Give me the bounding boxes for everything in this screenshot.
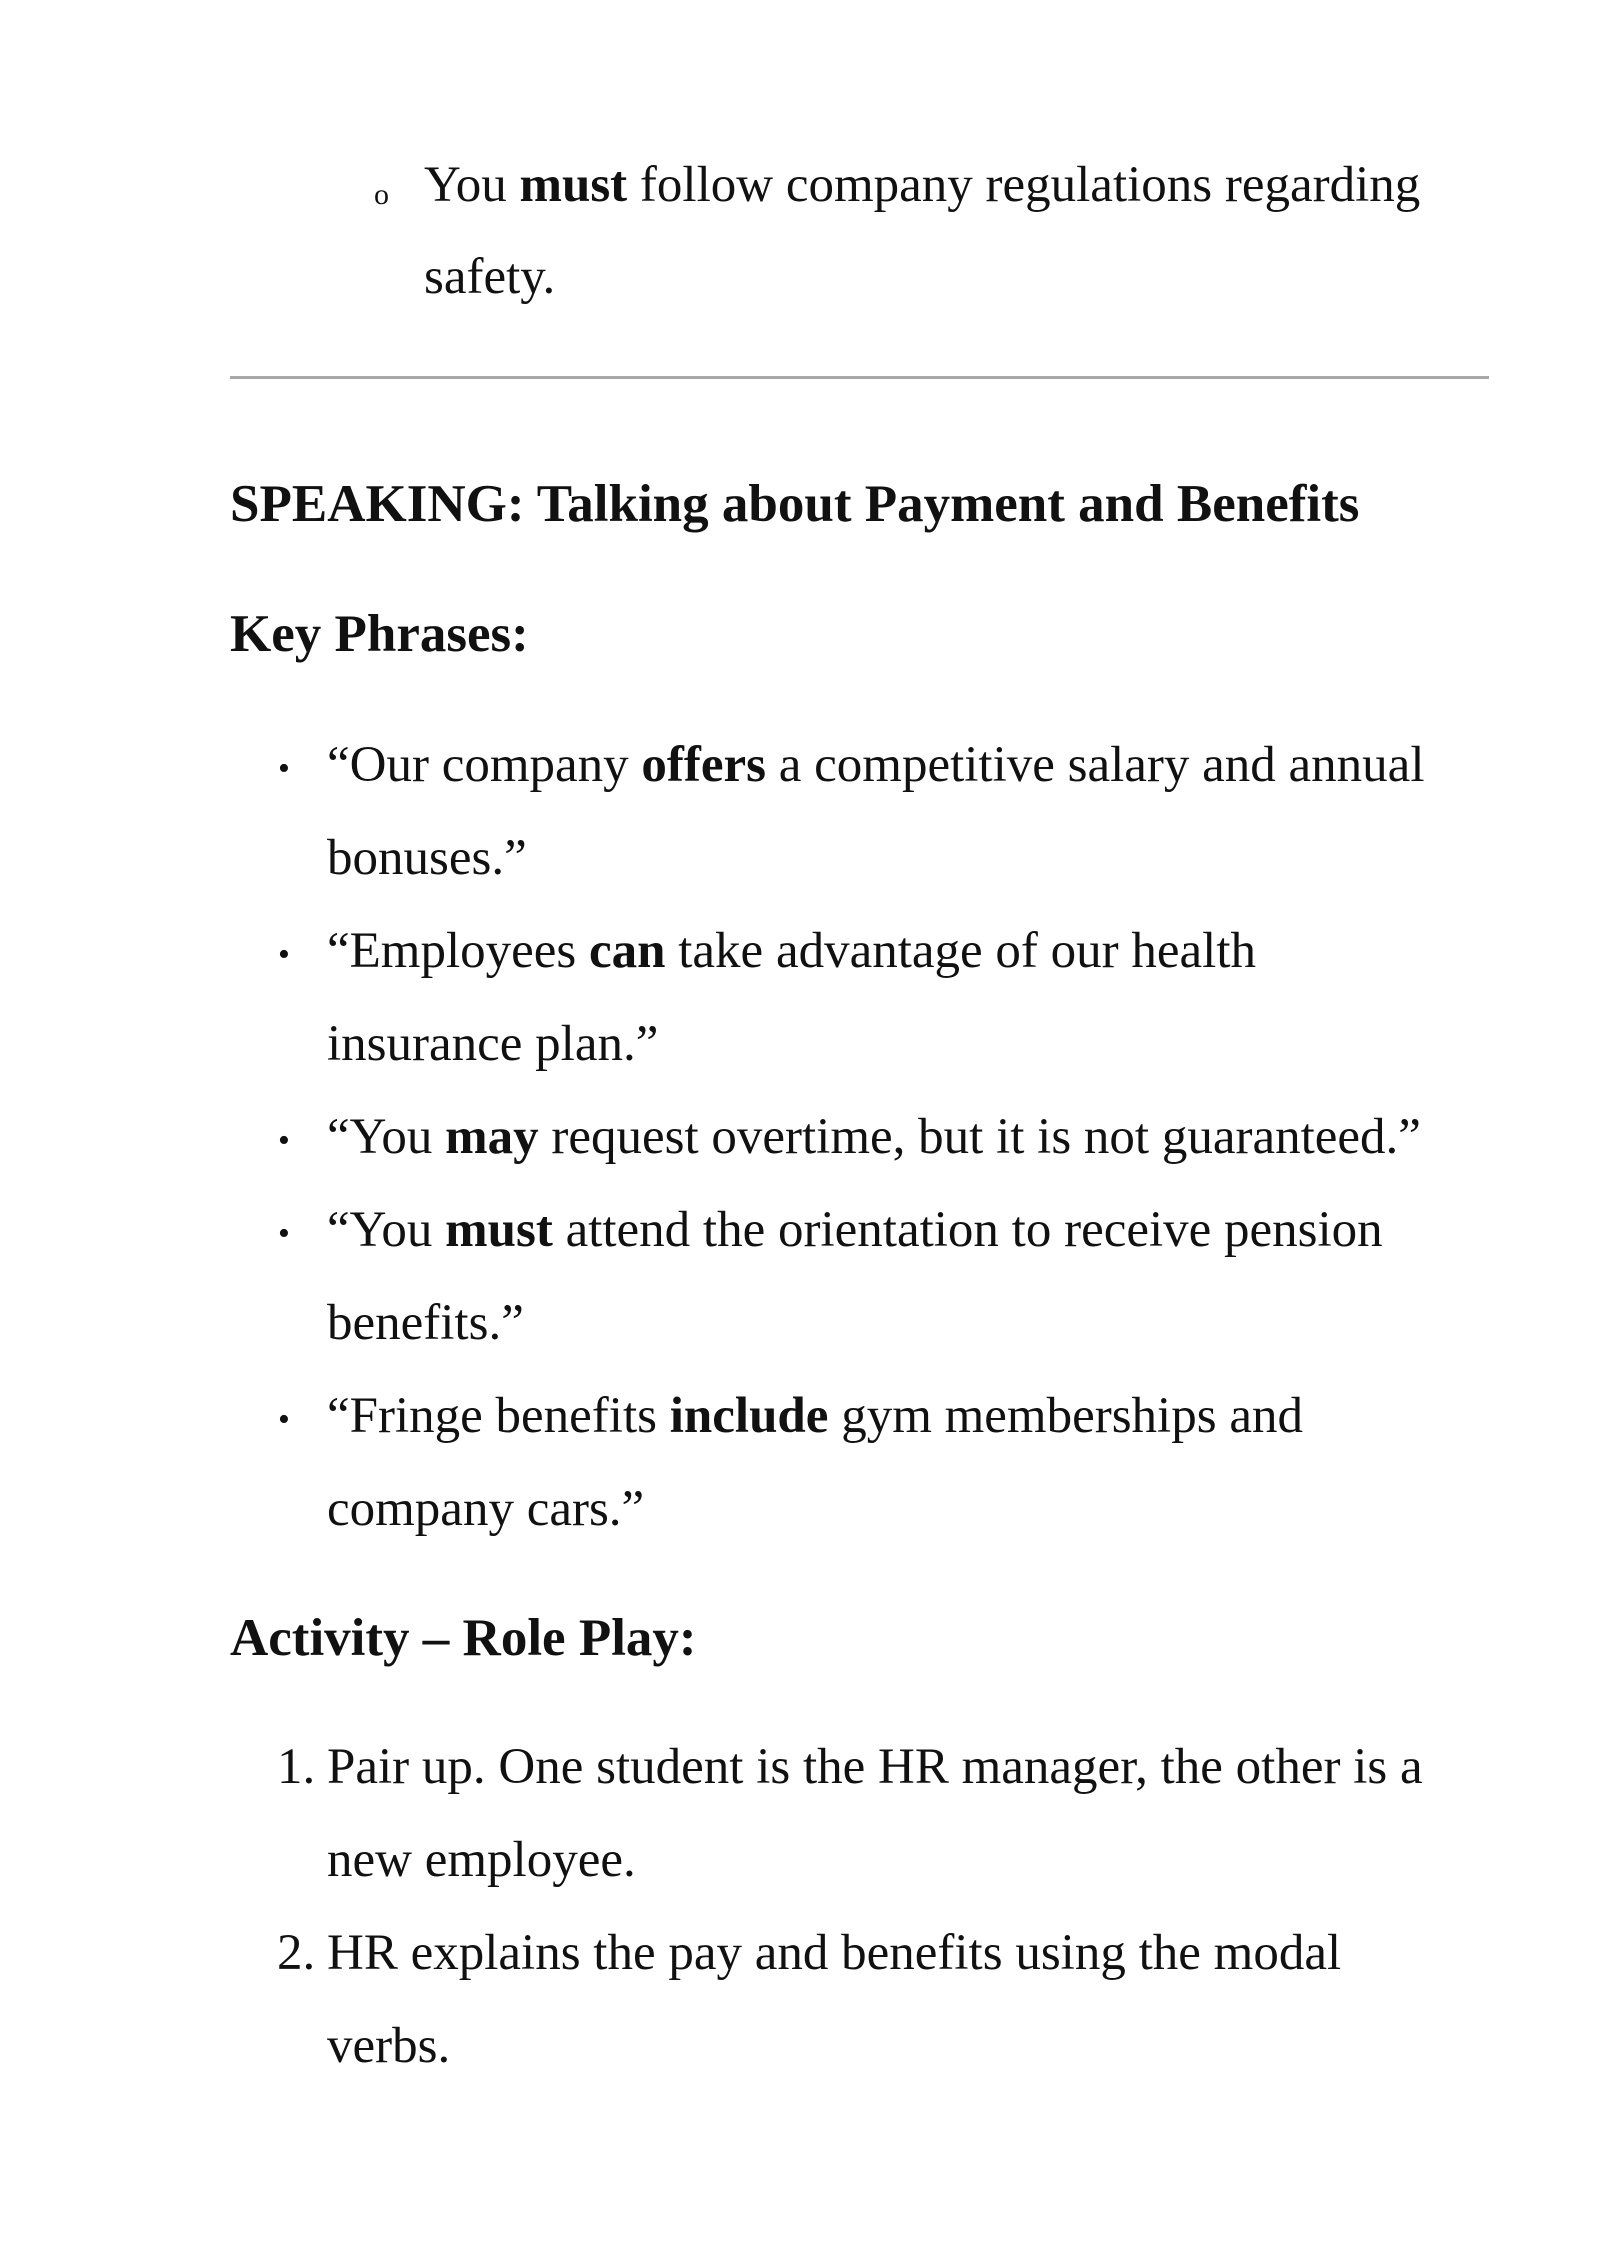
modal-verb-can: can	[589, 923, 666, 979]
modal-verb-must: must	[445, 1202, 553, 1258]
modal-verb-include: include	[669, 1388, 829, 1444]
phrase-1-line-1: “Our company offers a competitive salary and annual	[327, 737, 1425, 793]
bullet-marker: •	[278, 750, 290, 787]
modal-verb-offers: offers	[641, 737, 766, 793]
key-phrases-heading: Key Phrases:	[230, 605, 529, 663]
bullet-marker: •	[278, 1401, 290, 1438]
sub-bullet-marker: o	[374, 178, 389, 211]
phrase-2-line-2: insurance plan.”	[327, 1016, 659, 1072]
step-2-line-1: HR explains the pay and benefits using the modal	[327, 1925, 1342, 1981]
phrase-1-line-2: bonuses.”	[327, 830, 527, 886]
horizontal-divider	[230, 376, 1489, 379]
step-2-line-2: verbs.	[327, 2018, 451, 2074]
bullet-marker: •	[278, 1215, 290, 1252]
bullet-marker: •	[278, 1122, 290, 1159]
phrase-5-line-2: company cars.”	[327, 1481, 645, 1537]
phrase-3-line-1: “You may request overtime, but it is not guaranteed.”	[327, 1109, 1421, 1165]
phrase-5-line-1: “Fringe benefits include gym memberships and	[327, 1388, 1303, 1444]
phrase-2-line-1: “Employees can take advantage of our health	[327, 923, 1256, 979]
section-title: SPEAKING: Talking about Payment and Benefits	[230, 475, 1360, 533]
modal-verb-may: may	[445, 1109, 539, 1165]
phrase-4-line-1: “You must attend the orientation to receive pension	[327, 1202, 1383, 1258]
step-1-line-1: Pair up. One student is the HR manager, the other is a	[327, 1739, 1423, 1795]
safety-item-line-1: You must follow company regulations regarding	[424, 157, 1421, 213]
activity-heading: Activity – Role Play:	[230, 1609, 697, 1667]
step-number: 1.	[277, 1739, 316, 1795]
safety-item-line-2: safety.	[424, 249, 556, 305]
phrase-4-line-2: benefits.”	[327, 1295, 524, 1351]
step-1-line-2: new employee.	[327, 1832, 636, 1888]
bullet-marker: •	[278, 936, 290, 973]
modal-verb-must: must	[519, 157, 628, 213]
step-number: 2.	[277, 1925, 316, 1981]
